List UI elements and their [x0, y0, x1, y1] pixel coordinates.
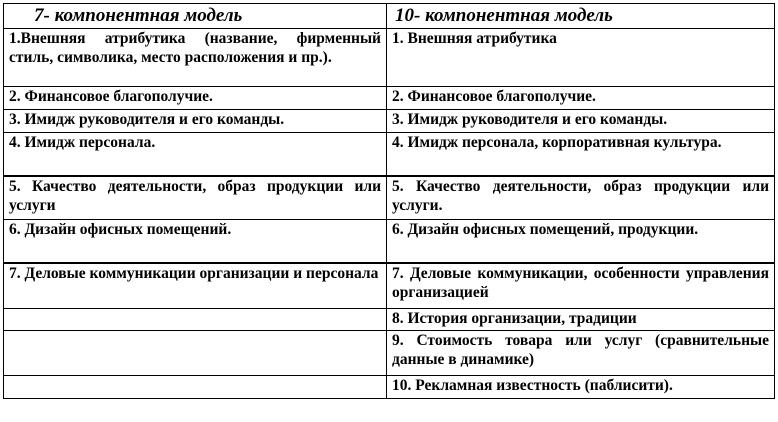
left-cell: 6. Дизайн офисных помещений.: [4, 220, 387, 263]
left-cell: [4, 376, 387, 399]
right-cell: 2. Финансовое благополучие.: [387, 87, 775, 110]
right-cell: 10. Рекламная известность (паблисити).: [387, 376, 775, 399]
header-10-component-model: 10- компонентная модель: [387, 4, 775, 29]
table-row: [4, 263, 775, 309]
right-cell: 3. Имидж руководителя и его команды.: [387, 110, 775, 133]
right-cell: 9. Стоимость товара или услуг (сравнительные данные в динамике): [387, 331, 775, 376]
right-cell: 1. Внешняя атрибутика: [387, 29, 775, 87]
right-cell: 5. Качество деятельности, образ продукции или услуги.: [387, 176, 775, 220]
left-cell: 3. Имидж руководителя и его команды.: [4, 110, 387, 133]
table-row: [4, 29, 775, 87]
table-header-row: [4, 4, 775, 29]
left-cell: 5. Качество деятельности, образ продукции или услуги: [4, 176, 387, 220]
table-row: [4, 220, 775, 263]
left-cell: 4. Имидж персонала.: [4, 133, 387, 176]
right-cell: 8. История организации, традиции: [387, 309, 775, 331]
right-cell: 7. Деловые коммуникации, особенности управления организацией: [387, 263, 775, 309]
table-row: [4, 87, 775, 110]
table-row: [4, 331, 775, 376]
left-cell: 7. Деловые коммуникации организации и персонала: [4, 263, 387, 309]
right-cell: 4. Имидж персонала, корпоративная культура.: [387, 133, 775, 176]
left-cell: [4, 331, 387, 376]
table-row: [4, 376, 775, 399]
right-cell: 6. Дизайн офисных помещений, продукции.: [387, 220, 775, 263]
models-comparison-table: [3, 3, 775, 399]
table-row: [4, 110, 775, 133]
left-cell: 2. Финансовое благополучие.: [4, 87, 387, 110]
table-row: [4, 176, 775, 220]
left-cell: [4, 309, 387, 331]
left-cell: 1.Внешняя атрибутика (название, фирменный стиль, символика, место расположения и пр.).: [4, 29, 387, 87]
table-row: [4, 309, 775, 331]
table-row: [4, 133, 775, 176]
header-7-component-model: 7- компонентная модель: [4, 4, 387, 29]
